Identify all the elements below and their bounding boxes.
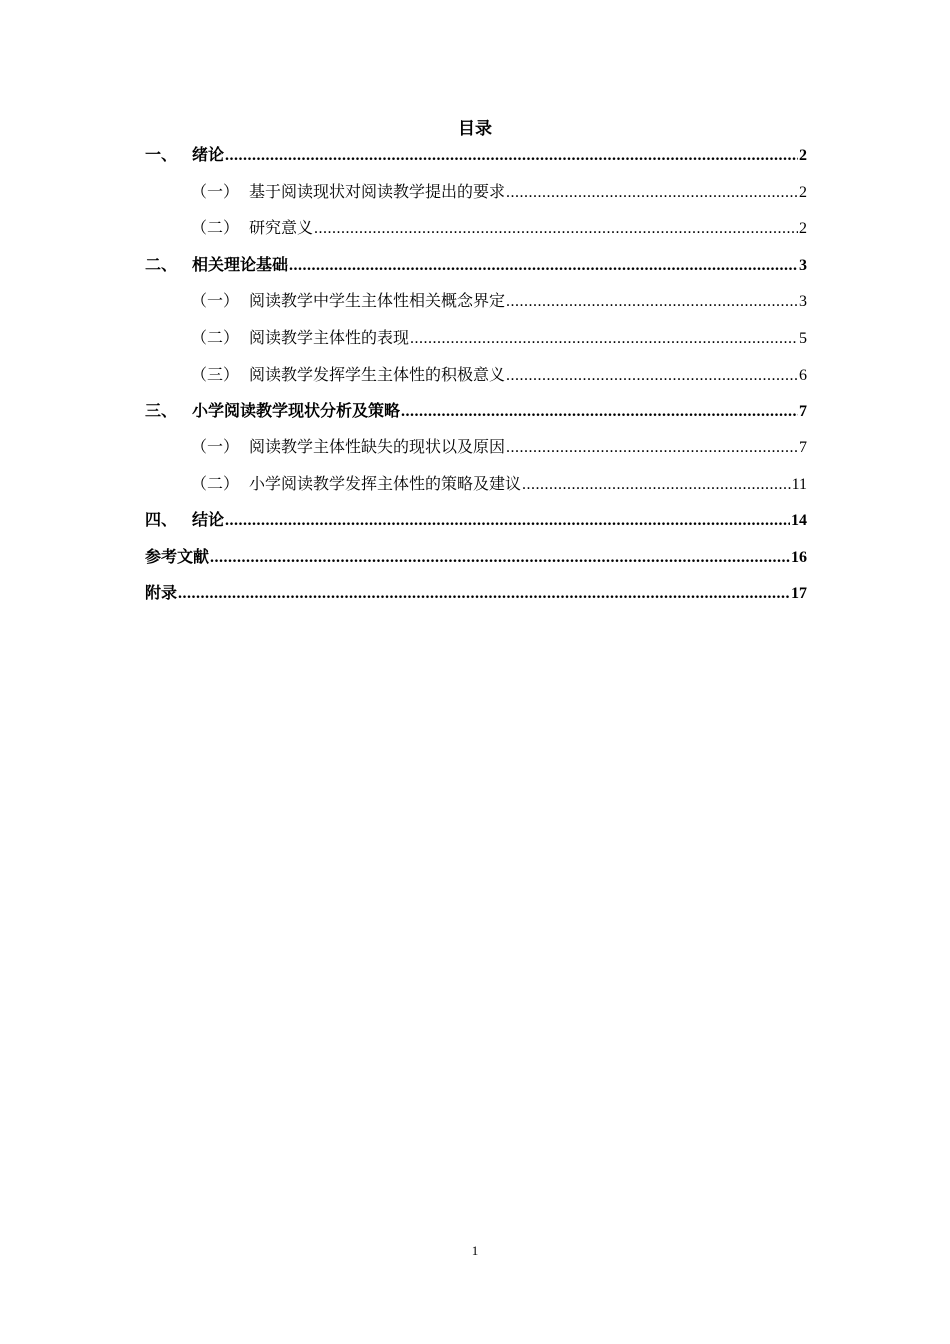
dot-leader [410,330,798,348]
toc-entry-page: 6 [799,367,807,384]
toc-entry-label: 阅读教学中学生主体性相关概念界定 [249,291,506,310]
toc-entry-level2[interactable] [145,363,807,385]
toc-entry-page: 2 [799,147,807,164]
toc-entry-number: （一） [191,182,240,201]
toc-entry-label: 参考文献 [145,547,210,566]
dot-leader [210,549,790,567]
toc-entry-label: 研究意义 [249,218,314,237]
toc-entry-level2[interactable] [145,216,807,238]
dot-leader [506,184,798,202]
toc-entry-number: 一、 [145,145,178,164]
toc-entry-page: 17 [791,585,807,602]
toc-entry-number: （二） [191,474,240,493]
page-number-footer: 1 [471,1243,479,1258]
dot-leader [225,512,790,530]
toc-entry-label: 小学阅读教学现状分析及策略 [192,401,401,420]
toc-entry-label: 阅读教学主体性缺失的现状以及原因 [249,437,506,456]
toc-entry-page: 7 [799,403,807,420]
toc-entry-page: 3 [799,257,807,274]
toc-entry-number: （一） [191,437,240,456]
toc-entry-level1[interactable] [145,508,807,530]
dot-leader [225,147,798,165]
toc-entry-page: 16 [791,549,807,566]
toc-entry-number: （一） [191,291,240,310]
toc-entry-number: 三、 [145,401,178,420]
dot-leader [178,585,790,603]
dot-leader [314,220,798,238]
dot-leader [506,367,798,385]
toc-entry-page: 7 [799,439,807,456]
toc-title: 目录 [458,119,492,139]
toc-entry-level1[interactable] [145,253,807,275]
toc-entry-label: 结论 [192,510,225,529]
toc-entry-level2[interactable] [145,435,807,457]
toc-entry-page: 14 [791,512,807,529]
dot-leader [506,439,798,457]
toc-entry-label: 附录 [145,583,178,602]
dot-leader [522,476,791,494]
toc-entry-label: 小学阅读教学发挥主体性的策略及建议 [249,474,522,493]
toc-entry-number: （三） [191,365,240,384]
toc-entry-level2[interactable] [145,472,807,494]
toc-entry-page: 5 [799,330,807,347]
toc-entry-level1[interactable] [145,143,807,165]
toc-entry-level2[interactable] [145,326,807,348]
toc-entry-level2[interactable] [145,180,807,202]
toc-entry-label: 阅读教学发挥学生主体性的积极意义 [249,365,506,384]
toc-entry-number: （二） [191,328,240,347]
toc-entry-number: 四、 [145,510,178,529]
toc-entry-level1[interactable] [145,581,807,603]
toc-entry-label: 阅读教学主体性的表现 [249,328,410,347]
toc-entry-number: （二） [191,218,240,237]
toc-entry-level2[interactable] [145,289,807,311]
toc-entry-label: 相关理论基础 [192,255,289,274]
toc-entry-label: 绪论 [192,145,225,164]
toc-entry-level1[interactable] [145,399,807,421]
toc-entry-number: 二、 [145,255,178,274]
toc-entry-page: 11 [791,476,807,493]
toc-entry-level1[interactable] [145,545,807,567]
toc-entry-label: 基于阅读现状对阅读教学提出的要求 [249,182,506,201]
dot-leader [506,293,798,311]
dot-leader [401,403,798,421]
toc-entry-page: 2 [799,184,807,201]
toc-entry-page: 2 [799,220,807,237]
toc-entry-page: 3 [799,293,807,310]
dot-leader [289,257,798,275]
